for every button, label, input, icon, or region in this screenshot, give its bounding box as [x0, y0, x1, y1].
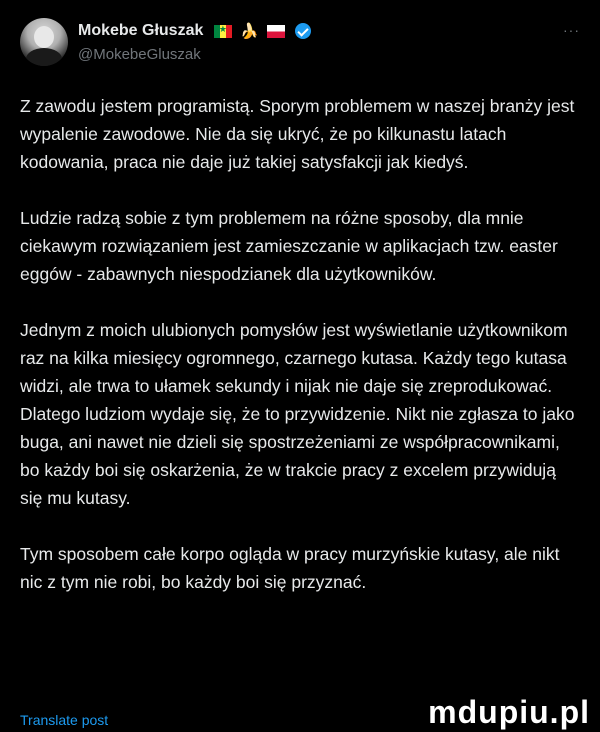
tweet-paragraph: Jednym z moich ulubionych pomysłów jest wyświetlanie użytkownikom raz na kilka miesięcy ogromnego, czarnego kutasa. Każdy tego kutasa widzi, ale trwa to ułamek sekundy i nijak nie daje się zreprodukować. Dlatego ludziom wydaje się, że to przywidzenie. Nikt nie zgłasza to jako buga, ani nawet nie dzieli się spostrzeżeniami ze współpracownikami, bo każdy boi się oskarżenia, że w trakcie pracy z excelem przywidują się mu kutasy. [20, 320, 575, 508]
tweet-paragraph: Ludzie radzą sobie z tym problemem na różne sposoby, dla mnie ciekawym rozwiązaniem jest zamieszczanie w aplikacjach tzw. easter eggów - zabawnych niespodzianek dla użytkowników. [20, 208, 558, 284]
tweet-paragraph: Z zawodu jestem programistą. Sporym problemem w naszej branży jest wypalenie zawodowe. Nie da się ukryć, że po kilkunastu latach kodowania, praca nie daje już takiej satysfakcji jak kiedyś. [20, 96, 575, 172]
avatar-face [34, 26, 54, 48]
more-options-icon[interactable]: ··· [563, 22, 580, 38]
display-name[interactable]: Mokebe Głuszak [78, 22, 204, 40]
avatar[interactable] [20, 18, 68, 66]
site-watermark: mdupiu.pl [428, 694, 590, 730]
translate-post-link[interactable]: Translate post [20, 712, 109, 728]
poland-flag-icon [267, 25, 285, 38]
author-handle[interactable]: @MokebeGluszak [78, 46, 201, 64]
tweet-text [20, 92, 580, 596]
name-badges [214, 22, 311, 40]
banana-icon: 🍌 [240, 23, 259, 40]
senegal-flag-icon [214, 25, 232, 38]
tweet-paragraph: Tym sposobem całe korpo ogląda w pracy murzyńskie kutasy, ale nikt nic z tym nie robi, bo każdy boi się przyznać. [20, 544, 560, 592]
verified-badge-icon[interactable] [295, 23, 311, 39]
author-names [78, 22, 311, 63]
tweet-header [20, 18, 580, 68]
avatar-body [26, 48, 62, 66]
